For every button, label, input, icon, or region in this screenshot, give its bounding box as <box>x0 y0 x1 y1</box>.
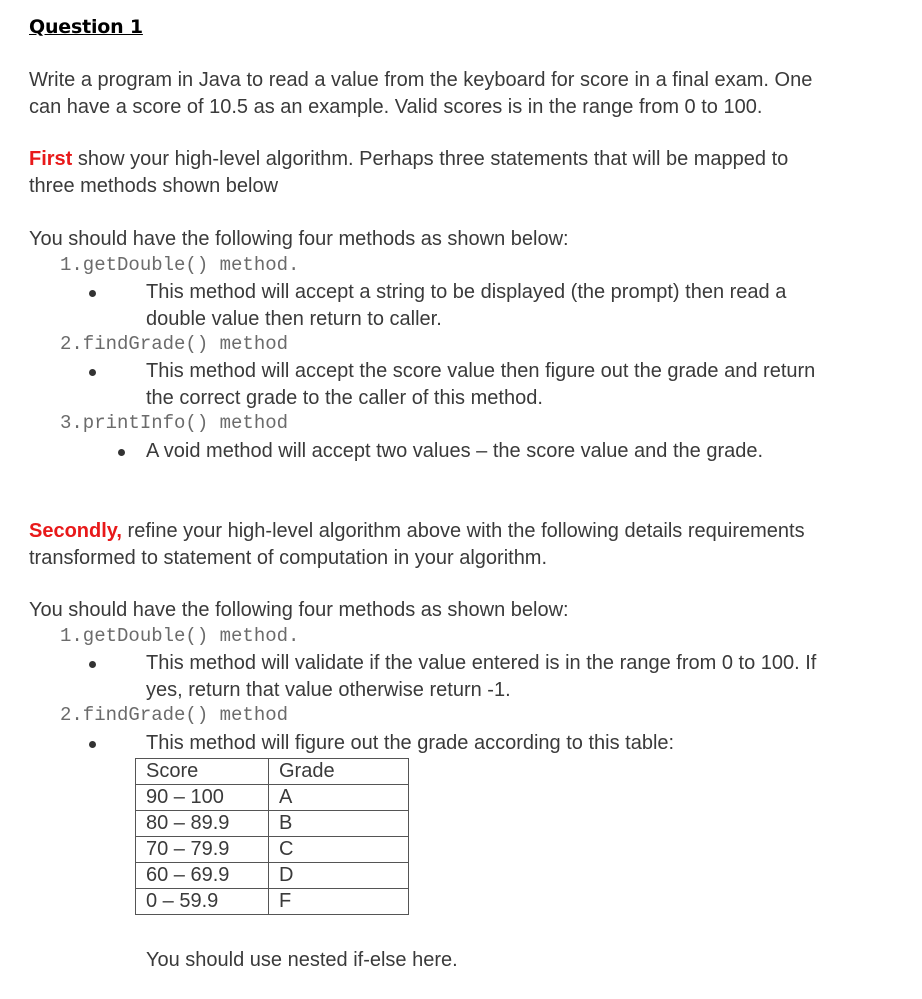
bullet-icon <box>118 449 125 456</box>
intro-line-1: Write a program in Java to read a value from the keyboard for score in a final exam. One <box>29 69 813 91</box>
table-cell-grade: C <box>269 837 409 863</box>
section2-method-findgrade: 2.findGrade() method <box>60 704 289 726</box>
closing-note: You should use nested if-else here. <box>146 949 458 971</box>
section1-getdouble-desc-2: double value then return to caller. <box>146 308 442 330</box>
section1-method-findgrade: 2.findGrade() method <box>60 333 289 355</box>
table-row <box>136 811 409 837</box>
table-row <box>136 837 409 863</box>
bullet-icon <box>89 741 96 748</box>
table-header-row <box>136 759 409 785</box>
section2-method-getdouble: 1.getDouble() method. <box>60 625 300 647</box>
table-header-score: Score <box>136 759 269 785</box>
section1-method-getdouble: 1.getDouble() method. <box>60 254 300 276</box>
table-cell-score: 60 – 69.9 <box>136 863 269 889</box>
secondly-paragraph-line-2: transformed to statement of computation in your algorithm. <box>29 547 548 569</box>
table-cell-grade: A <box>269 785 409 811</box>
question-heading: Question 1 <box>29 16 143 38</box>
secondly-text: refine your high-level algorithm above with the following details requirements <box>122 520 805 542</box>
table-cell-score: 70 – 79.9 <box>136 837 269 863</box>
section1-printinfo-desc: A void method will accept two values – the score value and the grade. <box>146 440 764 462</box>
section1-findgrade-desc-1: This method will accept the score value then figure out the grade and return <box>146 360 816 382</box>
section1-findgrade-desc-2: the correct grade to the caller of this method. <box>146 387 543 409</box>
first-paragraph-line-1 <box>29 146 788 173</box>
table-cell-score: 0 – 59.9 <box>136 889 269 915</box>
section1-method-printinfo: 3.printInfo() method <box>60 412 289 434</box>
first-paragraph-line-2: three methods shown below <box>29 175 279 197</box>
grade-table <box>135 758 409 915</box>
table-header-grade: Grade <box>269 759 409 785</box>
table-row <box>136 863 409 889</box>
bullet-icon <box>89 290 96 297</box>
bullet-icon <box>89 369 96 376</box>
first-text: show your high-level algorithm. Perhaps three statements that will be mapped to <box>72 148 789 170</box>
table-row <box>136 889 409 915</box>
section2-getdouble-desc-2: yes, return that value otherwise return -1. <box>146 679 511 701</box>
section1-intro: You should have the following four methods as shown below: <box>29 228 569 250</box>
section2-intro: You should have the following four methods as shown below: <box>29 599 569 621</box>
secondly-paragraph-line-1 <box>29 518 805 545</box>
section2-getdouble-desc-1: This method will validate if the value entered is in the range from 0 to 100. If <box>146 652 817 674</box>
table-cell-grade: B <box>269 811 409 837</box>
section2-findgrade-desc: This method will figure out the grade according to this table: <box>146 732 675 754</box>
bullet-icon <box>89 661 96 668</box>
first-keyword: First <box>29 148 73 170</box>
table-cell-score: 90 – 100 <box>136 785 269 811</box>
intro-line-2: can have a score of 10.5 as an example. Valid scores is in the range from 0 to 100. <box>29 96 763 118</box>
table-cell-grade: D <box>269 863 409 889</box>
secondly-keyword: Secondly, <box>29 520 122 542</box>
section1-getdouble-desc-1: This method will accept a string to be displayed (the prompt) then read a <box>146 281 787 303</box>
table-cell-score: 80 – 89.9 <box>136 811 269 837</box>
table-row <box>136 785 409 811</box>
table-cell-grade: F <box>269 889 409 915</box>
